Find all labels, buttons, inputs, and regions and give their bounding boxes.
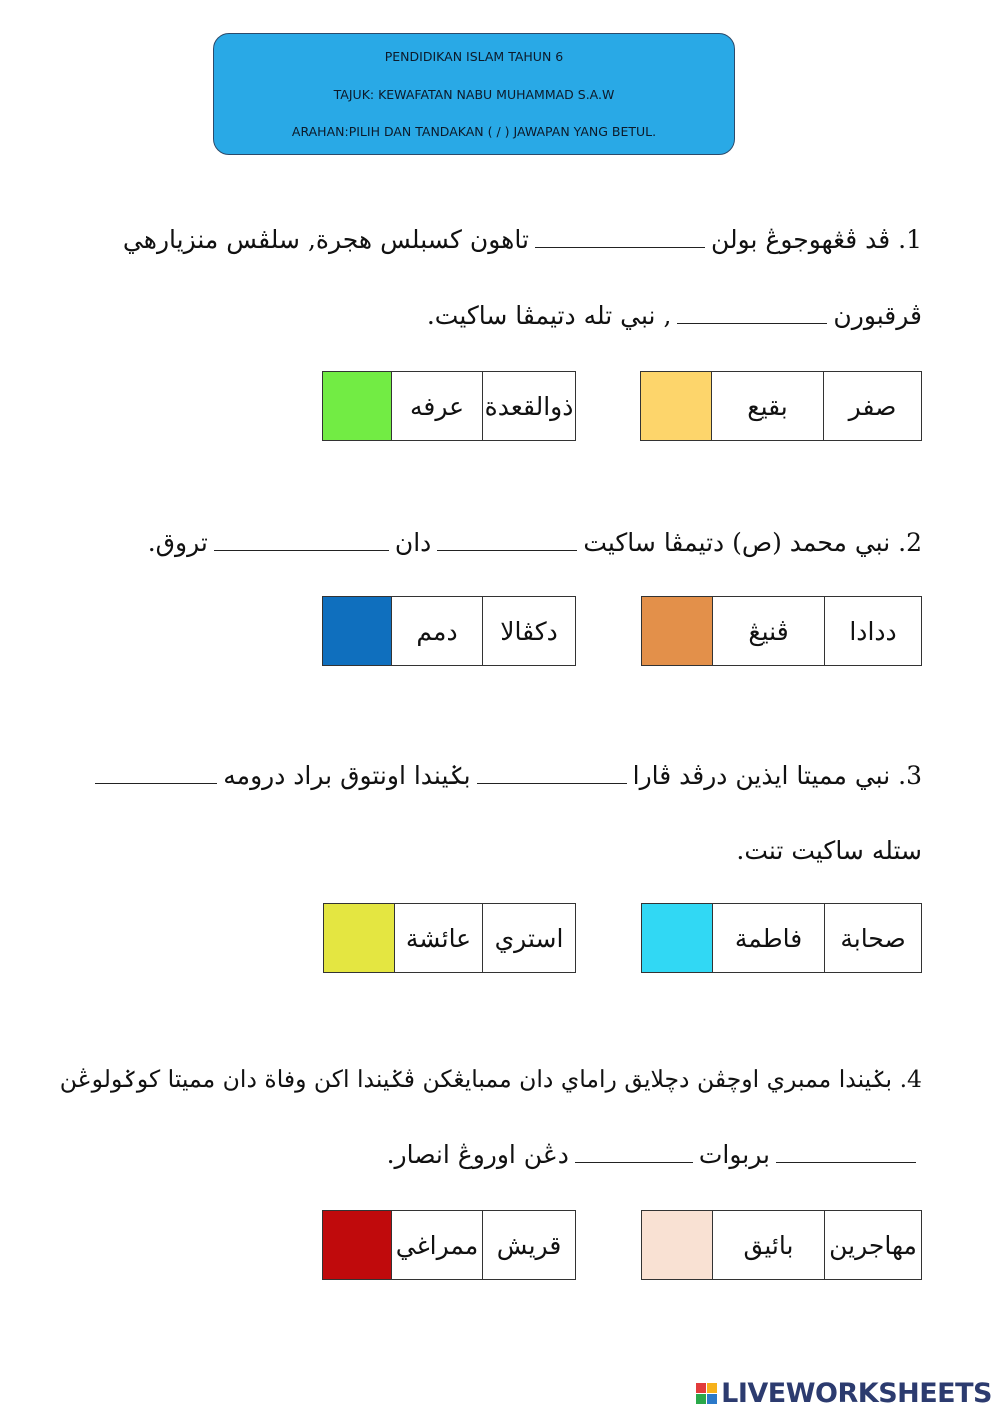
option-word: بقيع [711,372,823,440]
option-word: قريش [482,1211,575,1279]
answer-checkbox[interactable] [642,1211,712,1279]
option-word: صفر [823,372,921,440]
option-a [641,1210,922,1280]
option-word: صحابة [824,904,921,972]
option-word: استري [482,904,575,972]
option-a [640,371,922,441]
question-text: دان [394,528,432,557]
option-word: ذوالقعدة [482,372,575,440]
option-word: ممراغي [391,1211,482,1279]
answer-blank[interactable] [437,549,577,551]
logo-text: LIVEWORKSHEETS [721,1378,992,1409]
question-2-line-1 [148,530,922,555]
answer-checkbox[interactable] [324,904,394,972]
question-number: 4. [899,1065,922,1093]
answer-blank[interactable] [575,1161,693,1163]
option-word: عرفه [391,372,482,440]
logo-grid-icon [696,1383,717,1404]
option-word: ددادا [824,597,921,665]
question-text: ڤد ڤڠهوجوڠ بولن [710,225,891,254]
option-a [641,903,922,973]
answer-checkbox[interactable] [642,904,712,972]
question-text: تروق. [147,528,208,557]
answer-blank[interactable] [95,782,217,784]
question-text: دڠن اوروڠ انصار. [386,1140,569,1169]
option-b [322,1210,576,1280]
topic-title: TAJUK: KEWAFATAN NABU MUHAMMAD S.A.W [333,87,615,102]
liveworksheets-logo[interactable] [696,1378,992,1409]
question-number: 3. [898,761,922,790]
answer-checkbox[interactable] [323,597,391,665]
answer-checkbox[interactable] [323,1211,391,1279]
question-text: بݢيندا ممبري اوچڤن دچلايق راماي دان ممبايڠكن ڤݢيندا اكن وفاة دان مميتا كوݢولوڠن [59,1065,893,1093]
question-text: , نبي تله دتيمڤا ساكيت. [426,301,672,330]
option-b [322,371,576,441]
subject-title: PENDIDIKAN ISLAM TAHUN 6 [384,49,564,64]
question-4-line-2 [387,1142,922,1167]
question-text: ستله ساكيت تنت. [736,836,922,865]
question-3-line-1 [89,763,922,788]
answer-blank[interactable] [776,1161,916,1163]
title-box [213,33,735,155]
option-word: دمم [391,597,482,665]
option-word: مهاجرين [824,1211,921,1279]
question-3-line-2 [736,838,922,863]
option-b [323,903,576,973]
answer-blank[interactable] [477,782,627,784]
instructions: ARAHAN:PILIH DAN TANDAKAN ( / ) JAWAPAN YANG BETUL. [291,124,657,139]
option-word: عائشة [394,904,482,972]
answer-checkbox[interactable] [642,597,712,665]
answer-checkbox[interactable] [323,372,391,440]
answer-checkbox[interactable] [641,372,711,440]
question-1-line-2 [427,303,922,328]
question-number: 2. [898,528,922,557]
question-1-line-1 [123,227,922,252]
answer-blank[interactable] [535,246,705,248]
option-a [641,596,922,666]
question-4-line-1 [59,1065,922,1093]
question-text: بربوات [698,1140,770,1169]
option-b [322,596,576,666]
answer-blank[interactable] [677,322,827,324]
option-word: ڤنيڠ [712,597,824,665]
question-number: 1. [898,225,922,254]
question-text: بݢيندا اونتوق براد درومه [223,761,471,790]
question-text: تاهون كسبلس هجرة, سلڤس منزيارهي [122,225,529,254]
option-word: بائيق [712,1211,824,1279]
question-text: نبي مميتا ايذين درڤد ڤارا [632,761,891,790]
option-word: فاطمة [712,904,824,972]
option-word: دكڤالا [482,597,575,665]
question-text: نبي محمد (ص) دتيمڤا ساكيت [583,528,891,557]
question-text: ڤرقبورن [833,301,922,330]
answer-blank[interactable] [214,549,389,551]
